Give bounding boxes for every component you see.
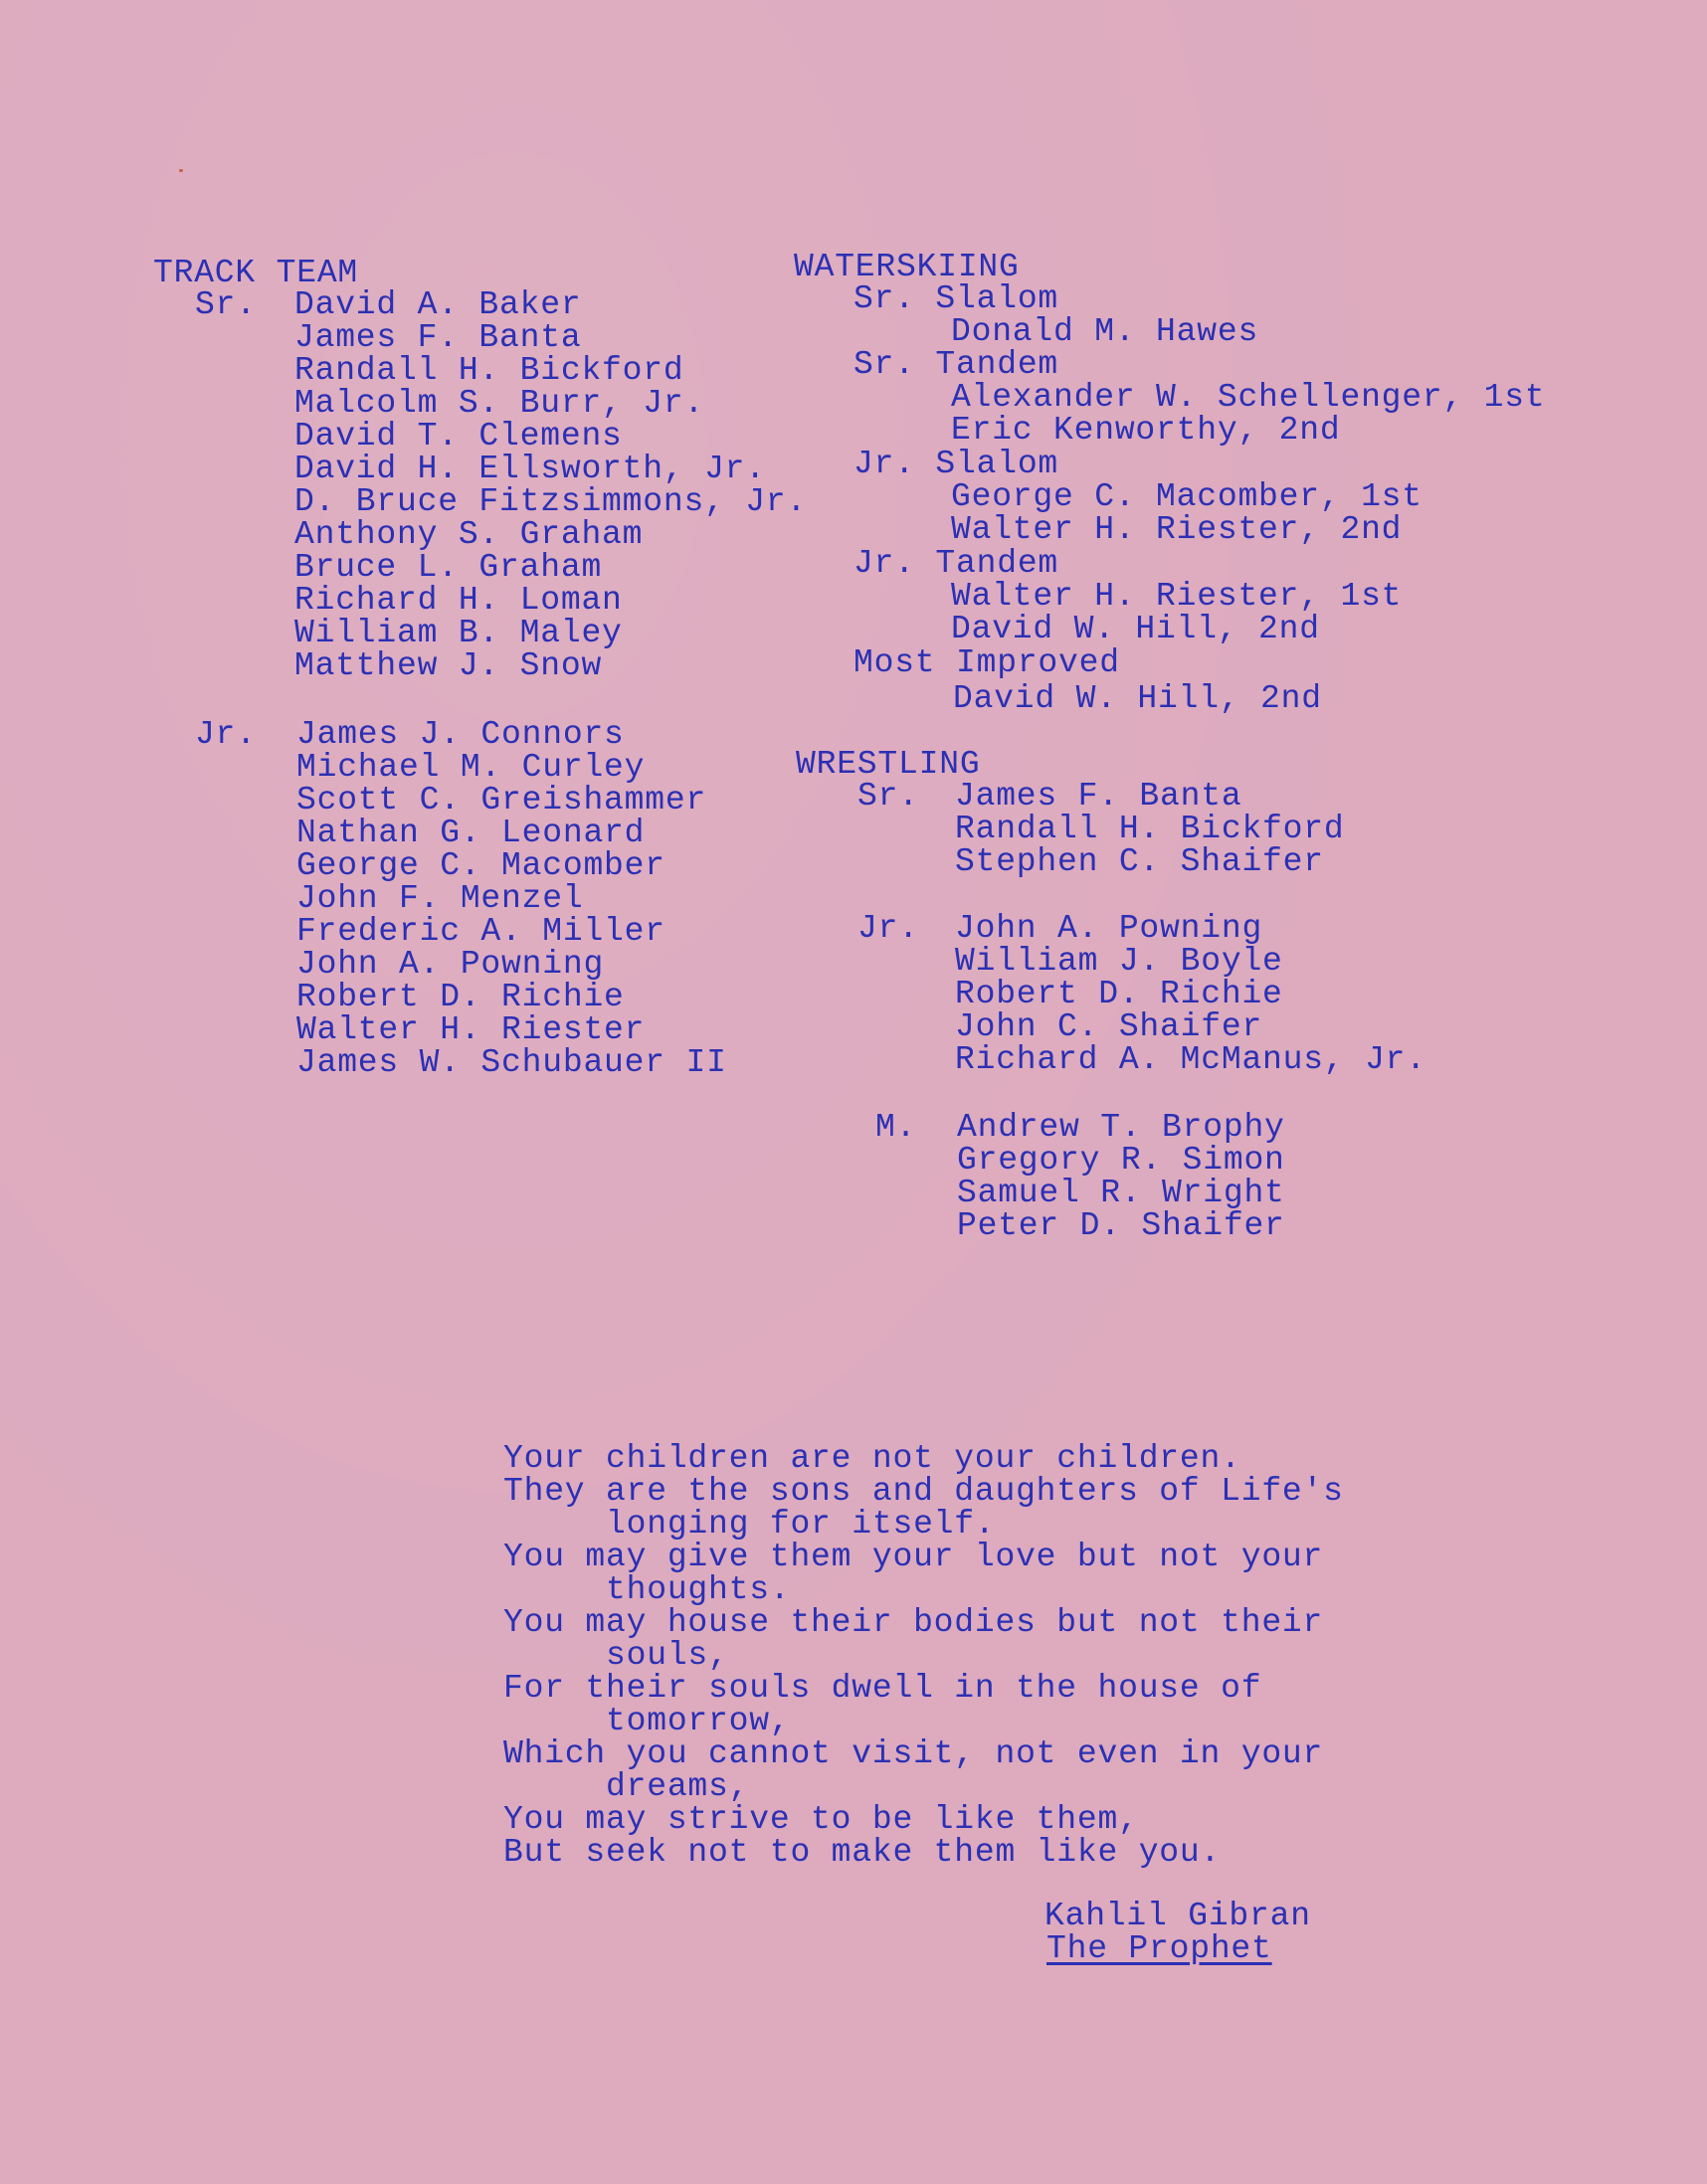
- list-item: David H. Ellsworth, Jr.: [294, 451, 766, 487]
- list-item: James F. Banta: [294, 319, 582, 356]
- poem-source-title: The Prophet: [1046, 1930, 1272, 1967]
- list-item: Randall H. Bickford: [955, 811, 1345, 847]
- poem-line: For their souls dwell in the house of: [503, 1670, 1262, 1707]
- list-item: Randall H. Bickford: [294, 352, 684, 389]
- list-item: James F. Banta: [955, 778, 1242, 815]
- paper-speck: [179, 169, 183, 172]
- poem-line: You may give them your love but not your: [503, 1539, 1324, 1575]
- event-label: Most Improved: [854, 644, 1120, 681]
- event-entry: Alexander W. Schellenger, 1st: [951, 379, 1546, 416]
- list-item: Robert D. Richie: [296, 979, 625, 1015]
- list-item: David T. Clemens: [294, 418, 623, 455]
- poem-line: But seek not to make them like you.: [503, 1834, 1222, 1871]
- list-item: Andrew T. Brophy: [957, 1109, 1285, 1146]
- poem-line: They are the sons and daughters of Life's: [503, 1473, 1344, 1510]
- list-item: William B. Maley: [294, 615, 623, 651]
- list-item: David A. Baker: [294, 286, 582, 323]
- list-item: Anthony S. Graham: [294, 516, 644, 553]
- list-item: Nathan G. Leonard: [296, 815, 646, 851]
- list-item: Bruce L. Graham: [294, 549, 603, 586]
- poem-author: Kahlil Gibran: [1044, 1898, 1311, 1934]
- track-juniors-list: [296, 718, 727, 1079]
- wrestling-middlers-label: M.: [875, 1109, 917, 1146]
- poem-line: souls,: [503, 1637, 729, 1674]
- poem-line: thoughts.: [503, 1571, 791, 1608]
- event-label: Jr. Slalom: [854, 446, 1059, 482]
- list-item: Robert D. Richie: [955, 976, 1283, 1012]
- event-entry: Walter H. Riester, 1st: [951, 578, 1403, 615]
- list-item: Michael M. Curley: [296, 749, 646, 786]
- event-entry: Walter H. Riester, 2nd: [951, 511, 1403, 548]
- event-entry: Donald M. Hawes: [951, 313, 1259, 350]
- list-item: Peter D. Shaifer: [957, 1207, 1285, 1244]
- waterskiing-heading: WATERSKIING: [794, 249, 1020, 285]
- poem-line: Your children are not your children.: [503, 1440, 1241, 1477]
- list-item: John A. Powning: [955, 910, 1263, 947]
- list-item: William J. Boyle: [955, 943, 1283, 980]
- event-entry: George C. Macomber, 1st: [951, 478, 1422, 515]
- list-item: D. Bruce Fitzsimmons, Jr.: [294, 483, 808, 520]
- list-item: Richard H. Loman: [294, 582, 623, 619]
- list-item: John C. Shaifer: [955, 1008, 1263, 1045]
- list-item: James J. Connors: [296, 716, 625, 753]
- event-label: Sr. Slalom: [854, 280, 1059, 317]
- track-seniors-list: [294, 288, 807, 682]
- event-label: Jr. Tandem: [854, 545, 1059, 582]
- track-juniors-label: Jr.: [195, 716, 257, 753]
- poem-line: You may strive to be like them,: [503, 1801, 1139, 1838]
- event-entry: David W. Hill, 2nd: [953, 680, 1322, 717]
- wrestling-juniors-list: [955, 912, 1426, 1076]
- list-item: John A. Powning: [296, 946, 605, 983]
- poem-line: Which you cannot visit, not even in your: [503, 1735, 1324, 1772]
- list-item: Scott C. Greishammer: [296, 782, 707, 819]
- poem-quote: [503, 1442, 1344, 1869]
- poem-line: dreams,: [503, 1768, 750, 1805]
- list-item: John F. Menzel: [296, 880, 584, 917]
- track-team-heading: TRACK TEAM: [153, 255, 359, 291]
- wrestling-middlers-list: [957, 1111, 1285, 1242]
- list-item: Gregory R. Simon: [957, 1142, 1285, 1179]
- poem-line: longing for itself.: [503, 1506, 996, 1543]
- list-item: Samuel R. Wright: [957, 1175, 1285, 1211]
- poem-line: You may house their bodies but not their: [503, 1604, 1324, 1641]
- list-item: James W. Schubauer II: [296, 1044, 727, 1081]
- event-entry: Eric Kenworthy, 2nd: [951, 412, 1341, 449]
- list-item: Frederic A. Miller: [296, 913, 665, 950]
- wrestling-heading: WRESTLING: [796, 746, 981, 783]
- list-item: Malcolm S. Burr, Jr.: [294, 385, 705, 422]
- event-entry: David W. Hill, 2nd: [951, 611, 1320, 647]
- event-label: Sr. Tandem: [854, 346, 1059, 383]
- wrestling-juniors-label: Jr.: [857, 910, 919, 947]
- list-item: Richard A. McManus, Jr.: [955, 1041, 1426, 1078]
- list-item: Walter H. Riester: [296, 1011, 646, 1048]
- wrestling-seniors-label: Sr.: [857, 778, 919, 815]
- list-item: Stephen C. Shaifer: [955, 843, 1324, 880]
- wrestling-seniors-list: [955, 780, 1344, 878]
- poem-line: tomorrow,: [503, 1703, 791, 1739]
- track-seniors-label: Sr.: [195, 286, 257, 323]
- list-item: George C. Macomber: [296, 847, 665, 884]
- list-item: Matthew J. Snow: [294, 647, 603, 684]
